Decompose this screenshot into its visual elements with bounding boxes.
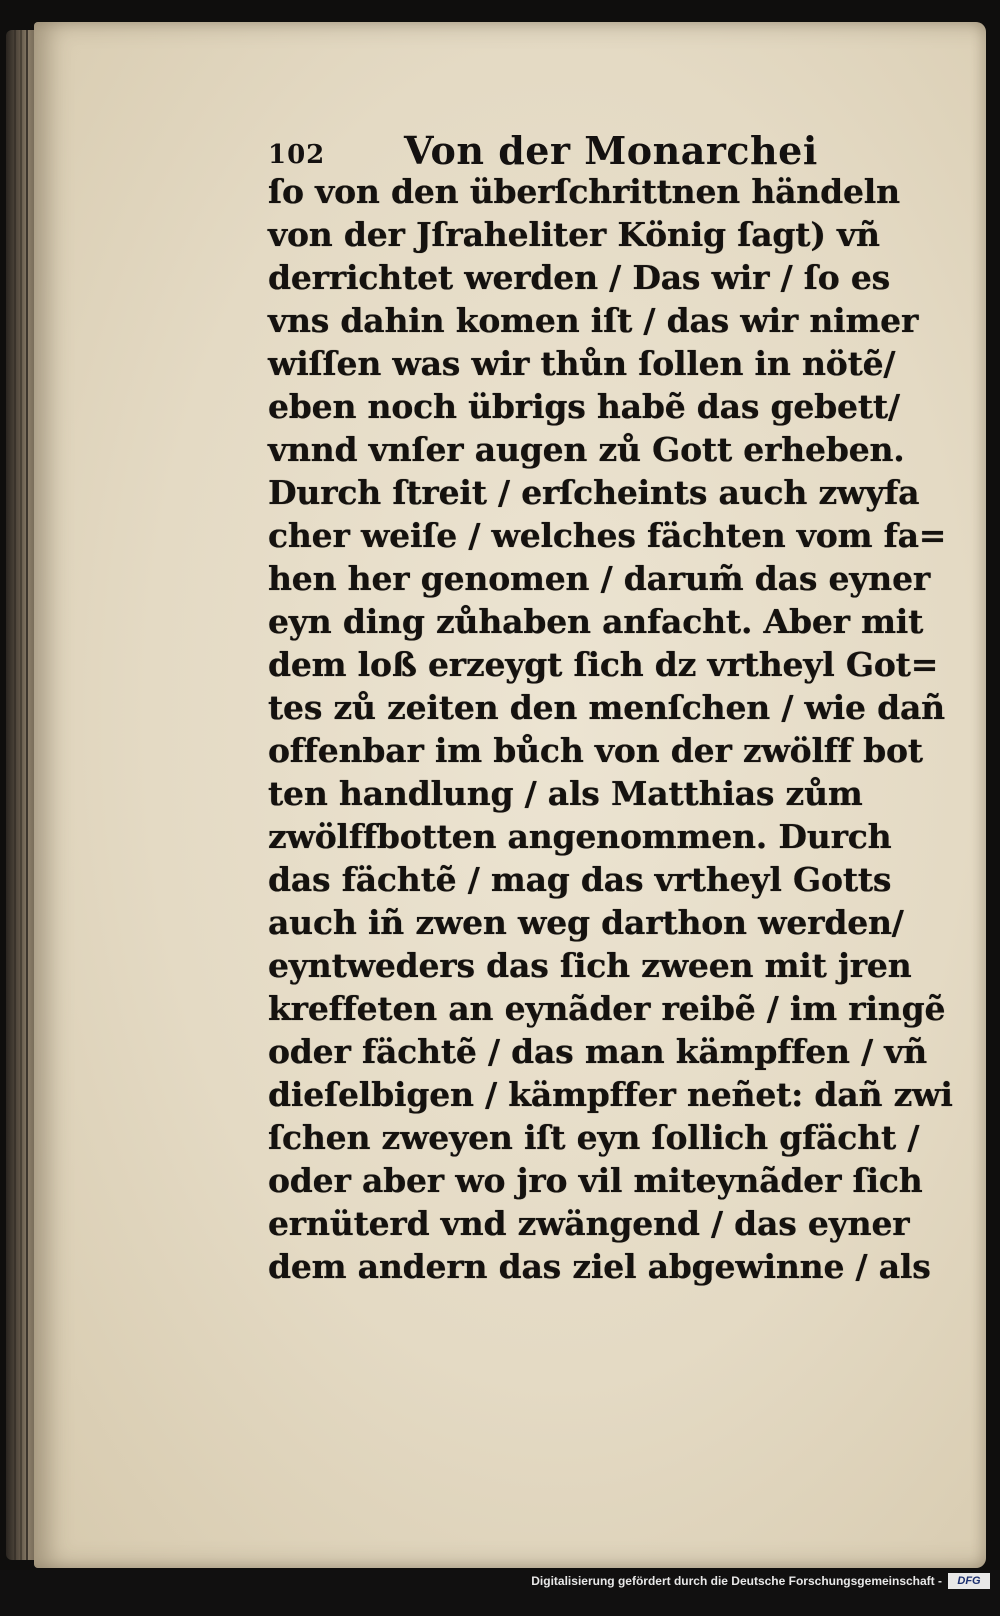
text-line: zwölffbotten angenommen. Durch xyxy=(268,817,892,856)
text-line: oder aber wo jro vil miteynãder ſich xyxy=(268,1161,923,1200)
text-line: vnnd vnſer augen zů Gott erheben. xyxy=(268,430,905,469)
text-line: von der Jſraheliter König ſagt) vñ xyxy=(268,215,880,254)
text-line: eyntweders das ſich zween mit jren xyxy=(268,946,912,985)
text-line: dieſelbigen / kämpffer neñet: dañ zwi xyxy=(268,1075,953,1114)
text-line: cher weiſe / welches fächten vom fa= xyxy=(268,516,947,555)
text-line: eben noch übrigs habẽ das gebett/ xyxy=(268,387,900,426)
text-line: vns dahin komen iſt / das wir nimer xyxy=(268,301,919,340)
text-line: Durch ſtreit / erſcheints auch zwyfa xyxy=(268,473,920,512)
text-line: offenbar im bůch von der zwölff bot xyxy=(268,731,923,770)
dfg-logo: DFG xyxy=(948,1573,990,1589)
text-line: oder fächtẽ / das man kämpffen / vñ xyxy=(268,1032,928,1071)
text-line: kreffeten an eynãder reibẽ / im ringẽ xyxy=(268,989,946,1028)
text-line: eyn ding zůhaben anfacht. Aber mit xyxy=(268,602,924,641)
text-line: das fächtẽ / mag das vrtheyl Gotts xyxy=(268,860,892,899)
text-line: hen her genomen / darum̃ das eyner xyxy=(268,559,931,598)
running-title: Von der Monarchei xyxy=(404,128,818,173)
text-line: ten handlung / als Matthias zům xyxy=(268,774,863,813)
text-line: auch iñ zwen weg darthon werden/ xyxy=(268,903,904,942)
text-line: wiſſen was wir thůn ſollen in nötẽ/ xyxy=(268,344,896,383)
text-line: tes zů zeiten den menſchen / wie dañ xyxy=(268,688,945,727)
body-text xyxy=(268,170,953,1288)
text-line: dem loß erzeygt ſich dz vrtheyl Got= xyxy=(268,645,939,684)
page-number: 102 xyxy=(268,140,326,170)
text-line: ſo von den überſchrittnen händeln xyxy=(268,172,900,211)
funding-credit: Digitalisierung gefördert durch die Deutsche Forschungsgemeinschaft - xyxy=(531,1574,942,1588)
text-line: derrichtet werden / Das wir / ſo es xyxy=(268,258,891,297)
text-line: dem andern das ziel abgewinne / als xyxy=(268,1247,931,1286)
text-line: ſchen zweyen iſt eyn ſollich gfächt / xyxy=(268,1118,920,1157)
text-line: ernüterd vnd zwängend / das eyner xyxy=(268,1204,910,1243)
